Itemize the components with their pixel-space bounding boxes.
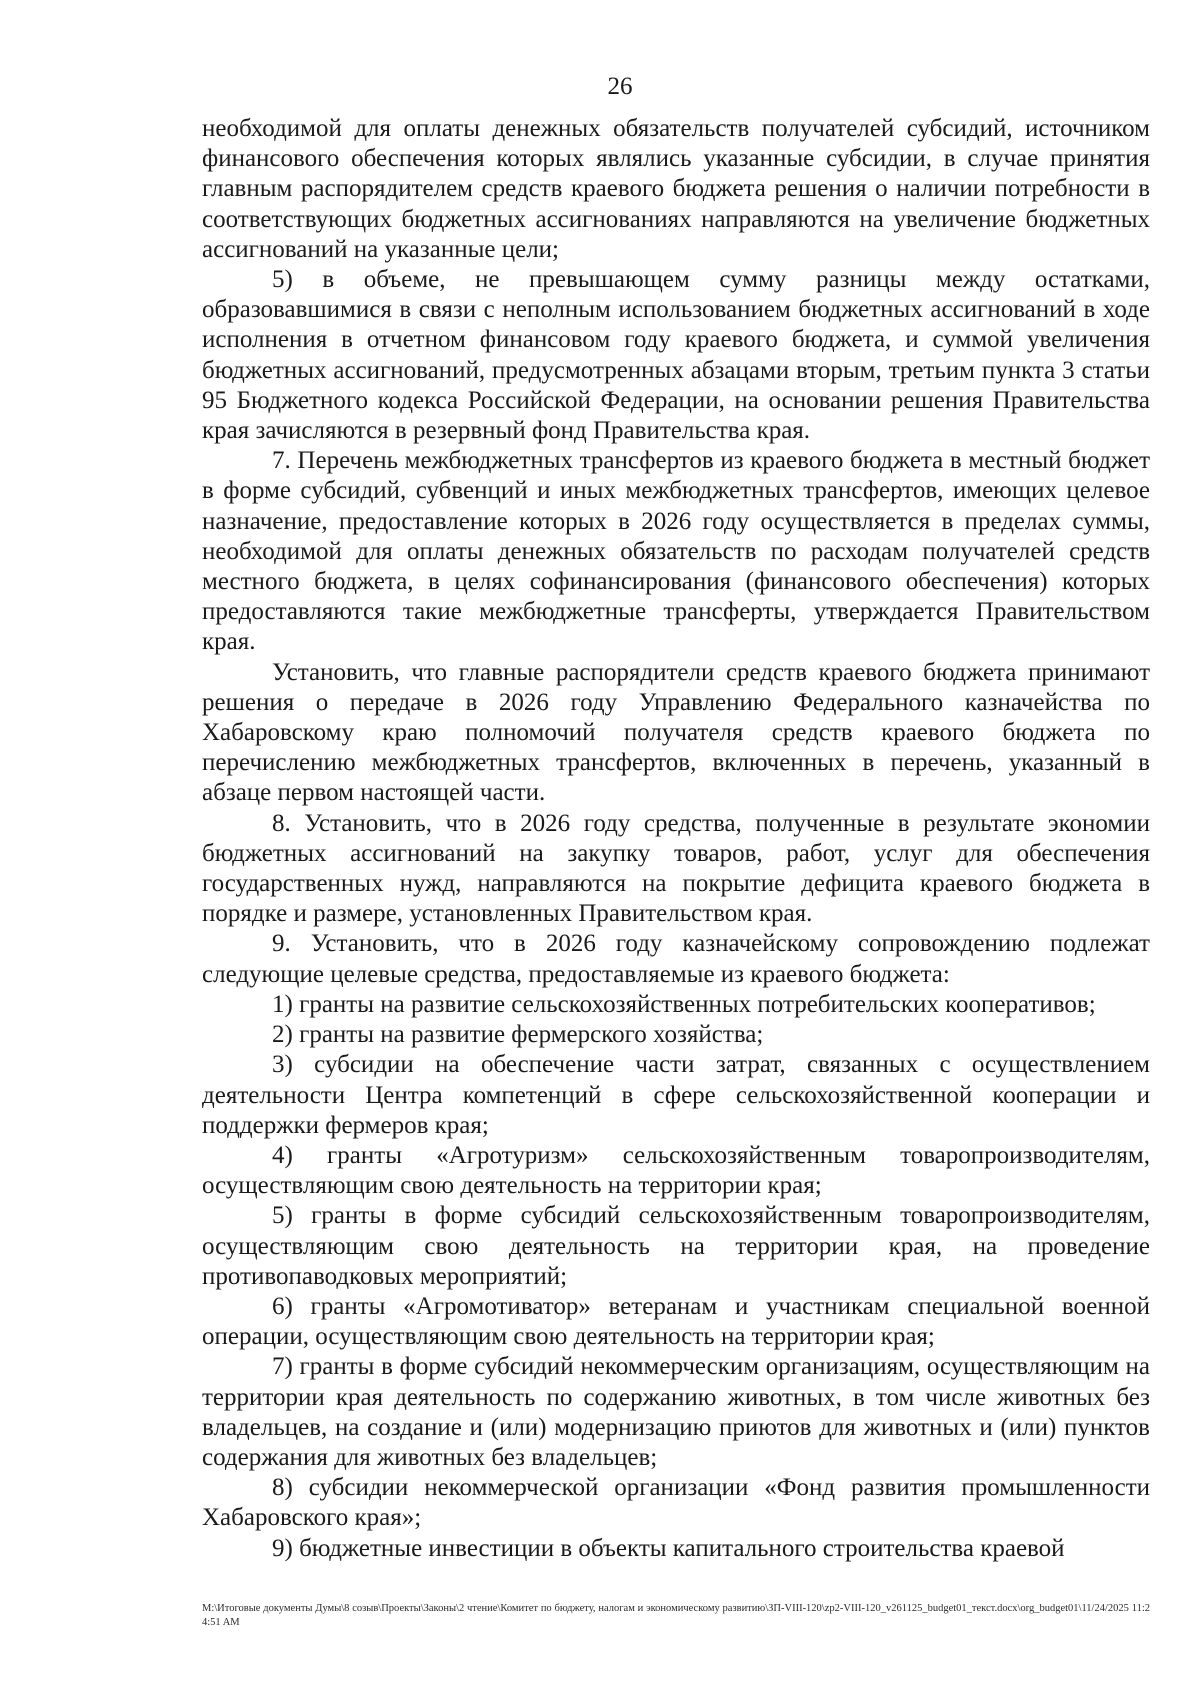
paragraph-section-9: 9. Установить, что в 2026 году казначейскому сопровождению подлежат следующие целевые средства, предоставляемые из краевого бюджета: — [202, 930, 1150, 988]
paragraph-item-5: 5) в объеме, не превышающем сумму разницы между остатками, образовавшимися в связи с неполным использованием бюджетных ассигнований в ходе исполнения в отчетном финансовом году краевого бюджета, и суммой увеличения бюджетных ассигнований, предусмотренных абзацами вторым, третьим пункта 3 статьи 95 Бюджетного кодекса Российской Федерации, на основании решения Правительства края зачисляются в резервный фонд Правительства края. — [202, 266, 1150, 445]
page-number: 26 — [607, 73, 633, 100]
document-body — [202, 114, 1150, 1564]
list-item-5: 5) гранты в форме субсидий сельскохозяйственным товаропроизводителям, осуществляющим свою деятельность на территории края, на проведение противопаводковых мероприятий; — [202, 1202, 1150, 1290]
list-item-1: 1) гранты на развитие сельскохозяйственных потребительских кооперативов; — [272, 990, 1096, 1018]
list-item-2: 2) гранты на развитие фермерского хозяйства; — [272, 1021, 764, 1049]
list-item-6: 6) гранты «Агромотиватор» ветеранам и участникам специальной военной операции, осуществляющим свою деятельность на территории края; — [202, 1292, 1150, 1351]
list-item-9: 9) бюджетные инвестиции в объекты капитального строительства краевой — [272, 1534, 1065, 1562]
paragraph-section-7: 7. Перечень межбюджетных трансфертов из краевого бюджета в местный бюджет в форме субсидий, субвенций и иных межбюджетных трансфертов, имеющих целевое назначение, предоставление которых в 2026 году осуществляется в пределах суммы, необходимой для оплаты денежных обязательств по расходам получателей средств местного бюджета, в целях софинансирования (финансового обеспечения) которых предоставляются такие межбюджетные трансферты, утверждается Правительством края. — [202, 447, 1150, 656]
list-item-8: 8) субсидии некоммерческой организации «Фонд развития промышленности Хабаровского края»; — [202, 1474, 1150, 1532]
paragraph-continuation: необходимой для оплаты денежных обязательств получателей субсидий, источником финансового обеспечения которых являлись указанные субсидии, в случае принятия главным распорядителем средств краевого бюджета решения о наличии потребности в соответствующих бюджетных ассигнованиях направляются на увеличение бюджетных ассигнований на указанные цели; — [202, 115, 1150, 263]
paragraph-section-7-part-2: Установить, что главные распорядители средств краевого бюджета принимают решения о передаче в 2026 году Управлению Федерального казначейства по Хабаровскому краю полномочий получателя средств краевого бюджета по перечислению межбюджетных трансфертов, включенных в перечень, указанный в абзаце первом настоящей части. — [202, 658, 1150, 807]
paragraph-section-8: 8. Установить, что в 2026 году средства, полученные в результате экономии бюджетных ассигнований на закупку товаров, работ, услуг для обеспечения государственных нужд, направляются на покрытие дефицита краевого бюджета в порядке и размере, установленных Правительством края. — [202, 809, 1150, 928]
list-item-3: 3) субсидии на обеспечение части затрат, связанных с осуществлением деятельности Центра компетенций в сфере сельскохозяйственной кооперации и поддержки фермеров края; — [202, 1051, 1150, 1139]
list-item-7: 7) гранты в форме субсидий некоммерческим организациям, осуществляющим на территории края деятельность по содержанию животных, в том числе животных без владельцев, на создание и (или) модернизацию приютов для животных и (или) пунктов содержания для животных без владельцев; — [202, 1353, 1150, 1471]
list-item-4: 4) гранты «Агротуризм» сельскохозяйственным товаропроизводителям, осуществляющим свою деятельность на территории края; — [202, 1141, 1150, 1200]
footer-file-path: M:\Итоговые документы Думы\8 созыв\Проекты\Законы\2 чтение\Комитет по бюджету, налогам и экономическому развитию\ЗП-VIII-120\zp2-VIII-120_v261125_budget01_текст.docx\org_budget01\11/24/2025 11:24:51 AM — [202, 1603, 1150, 1628]
